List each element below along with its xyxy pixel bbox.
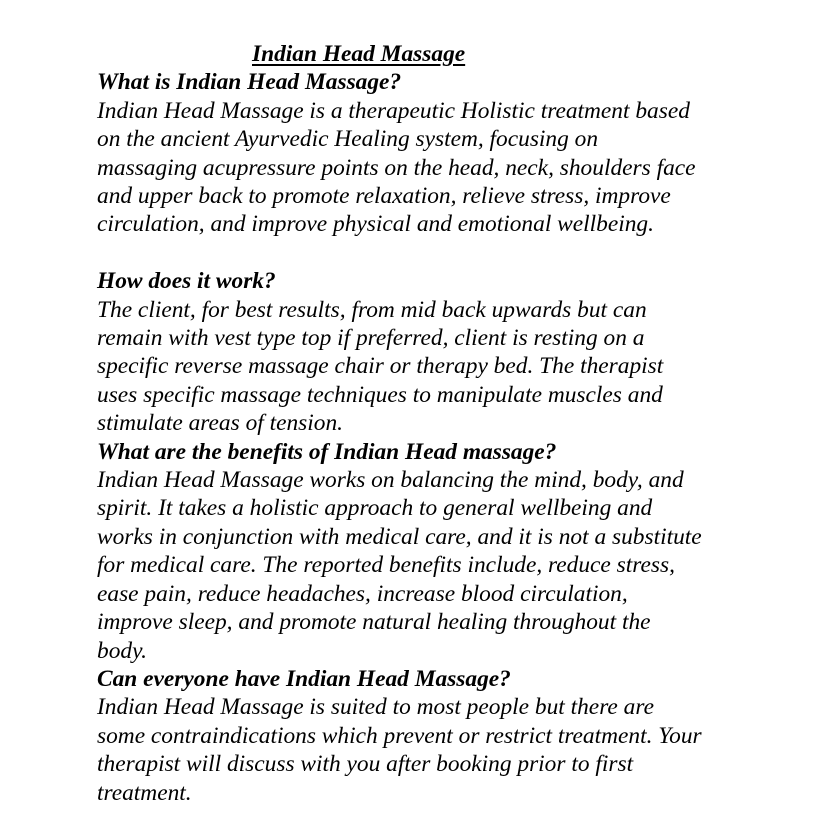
section-body-who-can <box>97 693 757 807</box>
document-title: Indian Head Massage <box>252 41 466 67</box>
section-heading-what-is: What is Indian Head Massage? <box>97 69 402 96</box>
paragraph-line: treatment. <box>97 779 192 806</box>
paragraph-line: spirit. It takes a holistic approach to general wellbeing and <box>97 495 653 522</box>
section-heading-how-it-works: How does it work? <box>97 268 276 295</box>
paragraph-line: some contraindications which prevent or restrict treatment. Your <box>97 722 702 749</box>
paragraph-line: Indian Head Massage is suited to most people but there are <box>97 694 654 721</box>
paragraph-line: and upper back to promote relaxation, relieve stress, improve <box>97 183 671 210</box>
blank-line <box>97 239 757 267</box>
paragraph-line: stimulate areas of tension. <box>97 410 344 437</box>
paragraph-line: circulation, and improve physical and emotional wellbeing. <box>97 211 654 238</box>
document <box>97 40 757 807</box>
section-heading-benefits: What are the benefits of Indian Head massage? <box>97 438 557 465</box>
paragraph-line: for medical care. The reported benefits include, reduce stress, <box>97 552 675 579</box>
section-heading-who-can: Can everyone have Indian Head Massage? <box>97 665 511 692</box>
paragraph-line: Indian Head Massage works on balancing the mind, body, and <box>97 467 684 494</box>
paragraph-line: specific reverse massage chair or therapy bed. The therapist <box>97 353 664 380</box>
paragraph-line: The client, for best results, from mid back upwards but can <box>97 296 647 323</box>
section-body-benefits <box>97 466 757 665</box>
paragraph-line: works in conjunction with medical care, and it is not a substitute <box>97 523 702 550</box>
section-body-how-it-works <box>97 296 757 438</box>
paragraph-line: body. <box>97 637 148 664</box>
paragraph-line: therapist will discuss with you after booking prior to first <box>97 751 634 778</box>
paragraph-line: improve sleep, and promote natural healing throughout the <box>97 609 651 636</box>
paragraph-line: uses specific massage techniques to manipulate muscles and <box>97 381 663 408</box>
paragraph-line: on the ancient Ayurvedic Healing system, focusing on <box>97 126 599 153</box>
paragraph-line: massaging acupressure points on the head, neck, shoulders face <box>97 154 696 181</box>
paragraph-line: remain with vest type top if preferred, client is resting on a <box>97 325 645 352</box>
paragraph-line: ease pain, reduce headaches, increase blood circulation, <box>97 580 628 607</box>
section-body-what-is <box>97 97 757 239</box>
paragraph-line: Indian Head Massage is a therapeutic Holistic treatment based <box>97 97 690 124</box>
